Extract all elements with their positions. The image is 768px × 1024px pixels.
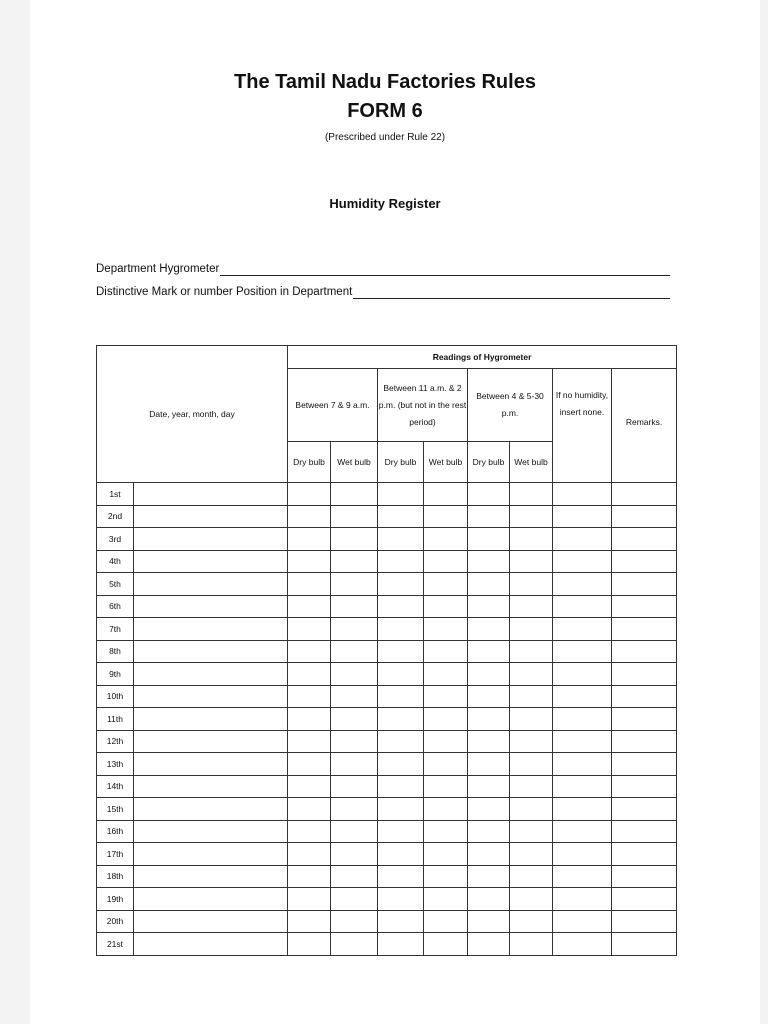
remarks-cell[interactable] (612, 775, 677, 798)
dry-bulb-7-9-cell[interactable] (288, 865, 331, 888)
dry-bulb-7-9-cell[interactable] (288, 685, 331, 708)
table-row (97, 595, 677, 618)
dry-bulb-4-530-cell[interactable] (468, 595, 510, 618)
dry-bulb-11-2-cell[interactable] (378, 483, 424, 506)
date-cell[interactable] (134, 910, 288, 933)
dry-bulb-4-530-cell[interactable] (468, 550, 510, 573)
dry-bulb-7-9-cell[interactable] (288, 573, 331, 596)
day-label: 14th (97, 775, 134, 798)
dry-bulb-header: Dry bulb (468, 442, 510, 483)
remarks-cell[interactable] (612, 753, 677, 776)
wet-bulb-7-9-cell[interactable] (331, 708, 378, 731)
wet-bulb-11-2-cell[interactable] (424, 820, 468, 843)
day-label: 2nd (97, 505, 134, 528)
remarks-header: Remarks. (612, 369, 677, 483)
wet-bulb-11-2-cell[interactable] (424, 865, 468, 888)
dry-bulb-11-2-cell[interactable] (378, 663, 424, 686)
date-cell[interactable] (134, 663, 288, 686)
date-cell[interactable] (134, 753, 288, 776)
wet-bulb-4-530-cell[interactable] (510, 730, 553, 753)
wet-bulb-7-9-cell[interactable] (331, 730, 378, 753)
no-humidity-cell[interactable] (553, 663, 612, 686)
wet-bulb-header: Wet bulb (331, 442, 378, 483)
wet-bulb-4-530-cell[interactable] (510, 595, 553, 618)
day-label: 18th (97, 865, 134, 888)
dry-bulb-11-2-cell[interactable] (378, 730, 424, 753)
dry-bulb-4-530-cell[interactable] (468, 663, 510, 686)
wet-bulb-7-9-cell[interactable] (331, 640, 378, 663)
wet-bulb-4-530-cell[interactable] (510, 888, 553, 911)
no-humidity-cell[interactable] (553, 888, 612, 911)
wet-bulb-11-2-cell[interactable] (424, 528, 468, 551)
wet-bulb-11-2-cell[interactable] (424, 685, 468, 708)
wet-bulb-7-9-cell[interactable] (331, 550, 378, 573)
no-humidity-cell[interactable] (553, 528, 612, 551)
date-cell[interactable] (134, 595, 288, 618)
wet-bulb-11-2-cell[interactable] (424, 550, 468, 573)
period-11-2-header: Between 11 a.m. & 2 p.m. (but not in the rest period) (378, 369, 468, 442)
wet-bulb-11-2-cell[interactable] (424, 730, 468, 753)
wet-bulb-7-9-cell[interactable] (331, 775, 378, 798)
dry-bulb-4-530-cell[interactable] (468, 843, 510, 866)
day-label: 12th (97, 730, 134, 753)
form-number: FORM 6 (347, 100, 423, 122)
date-cell[interactable] (134, 505, 288, 528)
wet-bulb-7-9-cell[interactable] (331, 753, 378, 776)
dry-bulb-11-2-cell[interactable] (378, 753, 424, 776)
dry-bulb-11-2-cell[interactable] (378, 505, 424, 528)
no-humidity-cell[interactable] (553, 550, 612, 573)
dry-bulb-4-530-cell[interactable] (468, 798, 510, 821)
dry-bulb-11-2-cell[interactable] (378, 573, 424, 596)
date-cell[interactable] (134, 798, 288, 821)
wet-bulb-11-2-cell[interactable] (424, 618, 468, 641)
dry-bulb-4-530-cell[interactable] (468, 820, 510, 843)
wet-bulb-11-2-cell[interactable] (424, 505, 468, 528)
day-label: 11th (97, 708, 134, 731)
day-label: 19th (97, 888, 134, 911)
remarks-cell[interactable] (612, 595, 677, 618)
day-label: 20th (97, 910, 134, 933)
wet-bulb-11-2-cell[interactable] (424, 753, 468, 776)
dry-bulb-11-2-cell[interactable] (378, 775, 424, 798)
no-humidity-cell[interactable] (553, 685, 612, 708)
date-cell[interactable] (134, 865, 288, 888)
table-row (97, 573, 677, 596)
dry-bulb-4-530-cell[interactable] (468, 888, 510, 911)
table-row (97, 730, 677, 753)
dry-bulb-7-9-cell[interactable] (288, 663, 331, 686)
wet-bulb-4-530-cell[interactable] (510, 483, 553, 506)
distinctive-mark-label: Distinctive Mark or number Position in Department (96, 286, 353, 298)
no-humidity-cell[interactable] (553, 730, 612, 753)
dry-bulb-4-530-cell[interactable] (468, 483, 510, 506)
remarks-cell[interactable] (612, 910, 677, 933)
dry-bulb-11-2-cell[interactable] (378, 933, 424, 956)
table-row (97, 798, 677, 821)
no-humidity-cell[interactable] (553, 820, 612, 843)
dry-bulb-7-9-cell[interactable] (288, 595, 331, 618)
dry-bulb-7-9-cell[interactable] (288, 505, 331, 528)
table-row (97, 708, 677, 731)
wet-bulb-7-9-cell[interactable] (331, 865, 378, 888)
remarks-cell[interactable] (612, 640, 677, 663)
table-row (97, 685, 677, 708)
dry-bulb-11-2-cell[interactable] (378, 865, 424, 888)
dry-bulb-4-530-cell[interactable] (468, 640, 510, 663)
period-7-9-header: Between 7 & 9 a.m. (288, 369, 378, 442)
prescribed-note: (Prescribed under Rule 22) (324, 132, 446, 143)
wet-bulb-11-2-cell[interactable] (424, 663, 468, 686)
wet-bulb-7-9-cell[interactable] (331, 595, 378, 618)
dry-bulb-4-530-cell[interactable] (468, 573, 510, 596)
dry-bulb-header: Dry bulb (288, 442, 331, 483)
wet-bulb-4-530-cell[interactable] (510, 618, 553, 641)
wet-bulb-4-530-cell[interactable] (510, 933, 553, 956)
no-humidity-cell[interactable] (553, 595, 612, 618)
dry-bulb-11-2-cell[interactable] (378, 910, 424, 933)
date-cell[interactable] (134, 820, 288, 843)
dry-bulb-7-9-cell[interactable] (288, 843, 331, 866)
remarks-cell[interactable] (612, 820, 677, 843)
remarks-cell[interactable] (612, 663, 677, 686)
dry-bulb-11-2-cell[interactable] (378, 618, 424, 641)
dry-bulb-4-530-cell[interactable] (468, 865, 510, 888)
wet-bulb-4-530-cell[interactable] (510, 663, 553, 686)
table-row (97, 483, 677, 506)
wet-bulb-7-9-cell[interactable] (331, 483, 378, 506)
no-humidity-cell[interactable] (553, 640, 612, 663)
dry-bulb-7-9-cell[interactable] (288, 550, 331, 573)
day-label: 9th (97, 663, 134, 686)
remarks-cell[interactable] (612, 685, 677, 708)
wet-bulb-4-530-cell[interactable] (510, 820, 553, 843)
remarks-cell[interactable] (612, 483, 677, 506)
wet-bulb-7-9-cell[interactable] (331, 798, 378, 821)
date-cell[interactable] (134, 618, 288, 641)
wet-bulb-4-530-cell[interactable] (510, 753, 553, 776)
remarks-cell[interactable] (612, 505, 677, 528)
wet-bulb-4-530-cell[interactable] (510, 708, 553, 731)
table-row (97, 910, 677, 933)
wet-bulb-4-530-cell[interactable] (510, 798, 553, 821)
no-humidity-cell[interactable] (553, 708, 612, 731)
wet-bulb-11-2-cell[interactable] (424, 483, 468, 506)
table-row (97, 528, 677, 551)
table-row (97, 888, 677, 911)
date-cell[interactable] (134, 843, 288, 866)
dry-bulb-7-9-cell[interactable] (288, 528, 331, 551)
department-hygrometer-label: Department Hygrometer (96, 263, 220, 275)
wet-bulb-7-9-cell[interactable] (331, 573, 378, 596)
day-label: 16th (97, 820, 134, 843)
no-humidity-cell[interactable] (553, 753, 612, 776)
wet-bulb-4-530-cell[interactable] (510, 573, 553, 596)
table-row (97, 933, 677, 956)
day-label: 13th (97, 753, 134, 776)
remarks-cell[interactable] (612, 573, 677, 596)
wet-bulb-7-9-cell[interactable] (331, 528, 378, 551)
form-page (30, 0, 760, 1024)
date-cell[interactable] (134, 730, 288, 753)
wet-bulb-7-9-cell[interactable] (331, 933, 378, 956)
wet-bulb-4-530-cell[interactable] (510, 505, 553, 528)
dry-bulb-header: Dry bulb (378, 442, 424, 483)
table-row (97, 505, 677, 528)
remarks-cell[interactable] (612, 528, 677, 551)
dry-bulb-11-2-cell[interactable] (378, 640, 424, 663)
department-hygrometer-blank[interactable] (220, 263, 670, 276)
wet-bulb-7-9-cell[interactable] (331, 618, 378, 641)
date-cell[interactable] (134, 483, 288, 506)
wet-bulb-7-9-cell[interactable] (331, 910, 378, 933)
dry-bulb-4-530-cell[interactable] (468, 505, 510, 528)
wet-bulb-header: Wet bulb (424, 442, 468, 483)
date-cell[interactable] (134, 685, 288, 708)
wet-bulb-11-2-cell[interactable] (424, 640, 468, 663)
dry-bulb-7-9-cell[interactable] (288, 910, 331, 933)
wet-bulb-4-530-cell[interactable] (510, 550, 553, 573)
document-title: The Tamil Nadu Factories Rules (234, 71, 536, 93)
wet-bulb-7-9-cell[interactable] (331, 888, 378, 911)
wet-bulb-11-2-cell[interactable] (424, 708, 468, 731)
day-label: 6th (97, 595, 134, 618)
no-humidity-cell[interactable] (553, 910, 612, 933)
period-4-530-header: Between 4 & 5-30 p.m. (468, 369, 553, 442)
dry-bulb-7-9-cell[interactable] (288, 753, 331, 776)
wet-bulb-7-9-cell[interactable] (331, 505, 378, 528)
day-label: 8th (97, 640, 134, 663)
day-label: 7th (97, 618, 134, 641)
distinctive-mark-field (96, 285, 670, 299)
remarks-cell[interactable] (612, 708, 677, 731)
remarks-cell[interactable] (612, 618, 677, 641)
wet-bulb-4-530-cell[interactable] (510, 910, 553, 933)
wet-bulb-11-2-cell[interactable] (424, 798, 468, 821)
date-cell[interactable] (134, 640, 288, 663)
day-label: 1st (97, 483, 134, 506)
dry-bulb-7-9-cell[interactable] (288, 483, 331, 506)
table-row (97, 820, 677, 843)
date-cell[interactable] (134, 933, 288, 956)
dry-bulb-7-9-cell[interactable] (288, 618, 331, 641)
dry-bulb-7-9-cell[interactable] (288, 775, 331, 798)
dry-bulb-4-530-cell[interactable] (468, 708, 510, 731)
wet-bulb-7-9-cell[interactable] (331, 843, 378, 866)
day-label: 4th (97, 550, 134, 573)
dry-bulb-4-530-cell[interactable] (468, 618, 510, 641)
wet-bulb-11-2-cell[interactable] (424, 775, 468, 798)
no-humidity-cell[interactable] (553, 798, 612, 821)
dry-bulb-7-9-cell[interactable] (288, 820, 331, 843)
day-label: 5th (97, 573, 134, 596)
wet-bulb-11-2-cell[interactable] (424, 888, 468, 911)
dry-bulb-4-530-cell[interactable] (468, 528, 510, 551)
date-cell[interactable] (134, 708, 288, 731)
dry-bulb-7-9-cell[interactable] (288, 888, 331, 911)
dry-bulb-11-2-cell[interactable] (378, 550, 424, 573)
remarks-cell[interactable] (612, 730, 677, 753)
wet-bulb-4-530-cell[interactable] (510, 775, 553, 798)
date-cell[interactable] (134, 888, 288, 911)
no-humidity-cell[interactable] (553, 865, 612, 888)
remarks-cell[interactable] (612, 843, 677, 866)
table-row (97, 550, 677, 573)
dry-bulb-4-530-cell[interactable] (468, 685, 510, 708)
department-hygrometer-field (96, 262, 670, 276)
remarks-cell[interactable] (612, 550, 677, 573)
remarks-cell[interactable] (612, 865, 677, 888)
wet-bulb-11-2-cell[interactable] (424, 843, 468, 866)
day-label: 17th (97, 843, 134, 866)
date-cell[interactable] (134, 573, 288, 596)
wet-bulb-4-530-cell[interactable] (510, 865, 553, 888)
wet-bulb-4-530-cell[interactable] (510, 843, 553, 866)
dry-bulb-11-2-cell[interactable] (378, 685, 424, 708)
no-humidity-cell[interactable] (553, 483, 612, 506)
wet-bulb-4-530-cell[interactable] (510, 640, 553, 663)
wet-bulb-11-2-cell[interactable] (424, 933, 468, 956)
date-column-header: Date, year, month, day (97, 346, 288, 483)
table-row (97, 663, 677, 686)
table-row (97, 865, 677, 888)
dry-bulb-7-9-cell[interactable] (288, 798, 331, 821)
remarks-cell[interactable] (612, 888, 677, 911)
wet-bulb-7-9-cell[interactable] (331, 685, 378, 708)
wet-bulb-11-2-cell[interactable] (424, 595, 468, 618)
table-row (97, 753, 677, 776)
no-humidity-cell[interactable] (553, 618, 612, 641)
dry-bulb-11-2-cell[interactable] (378, 708, 424, 731)
day-rows (97, 483, 677, 956)
wet-bulb-7-9-cell[interactable] (331, 820, 378, 843)
dry-bulb-11-2-cell[interactable] (378, 843, 424, 866)
dry-bulb-11-2-cell[interactable] (378, 888, 424, 911)
day-label: 15th (97, 798, 134, 821)
dry-bulb-7-9-cell[interactable] (288, 640, 331, 663)
table-row (97, 618, 677, 641)
day-label: 3rd (97, 528, 134, 551)
readings-header: Readings of Hygrometer (288, 346, 677, 369)
table-row (97, 843, 677, 866)
no-humidity-cell[interactable] (553, 933, 612, 956)
remarks-cell[interactable] (612, 933, 677, 956)
register-title: Humidity Register (329, 196, 441, 211)
remarks-cell[interactable] (612, 798, 677, 821)
date-cell[interactable] (134, 528, 288, 551)
dry-bulb-11-2-cell[interactable] (378, 820, 424, 843)
dry-bulb-7-9-cell[interactable] (288, 708, 331, 731)
wet-bulb-11-2-cell[interactable] (424, 573, 468, 596)
dry-bulb-11-2-cell[interactable] (378, 798, 424, 821)
wet-bulb-4-530-cell[interactable] (510, 685, 553, 708)
distinctive-mark-blank[interactable] (353, 286, 670, 299)
day-label: 21st (97, 933, 134, 956)
no-humidity-cell[interactable] (553, 573, 612, 596)
dry-bulb-4-530-cell[interactable] (468, 753, 510, 776)
no-humidity-cell[interactable] (553, 843, 612, 866)
dry-bulb-4-530-cell[interactable] (468, 730, 510, 753)
dry-bulb-4-530-cell[interactable] (468, 910, 510, 933)
wet-bulb-4-530-cell[interactable] (510, 528, 553, 551)
dry-bulb-11-2-cell[interactable] (378, 528, 424, 551)
dry-bulb-7-9-cell[interactable] (288, 730, 331, 753)
table-row (97, 640, 677, 663)
humidity-register-table (96, 345, 677, 956)
dry-bulb-11-2-cell[interactable] (378, 595, 424, 618)
no-humidity-header: If no humidity, insert none. (553, 369, 612, 483)
no-humidity-cell[interactable] (553, 775, 612, 798)
wet-bulb-header: Wet bulb (510, 442, 553, 483)
wet-bulb-7-9-cell[interactable] (331, 663, 378, 686)
dry-bulb-7-9-cell[interactable] (288, 933, 331, 956)
no-humidity-cell[interactable] (553, 505, 612, 528)
date-cell[interactable] (134, 775, 288, 798)
wet-bulb-11-2-cell[interactable] (424, 910, 468, 933)
date-cell[interactable] (134, 550, 288, 573)
table-row (97, 775, 677, 798)
dry-bulb-4-530-cell[interactable] (468, 933, 510, 956)
day-label: 10th (97, 685, 134, 708)
dry-bulb-4-530-cell[interactable] (468, 775, 510, 798)
